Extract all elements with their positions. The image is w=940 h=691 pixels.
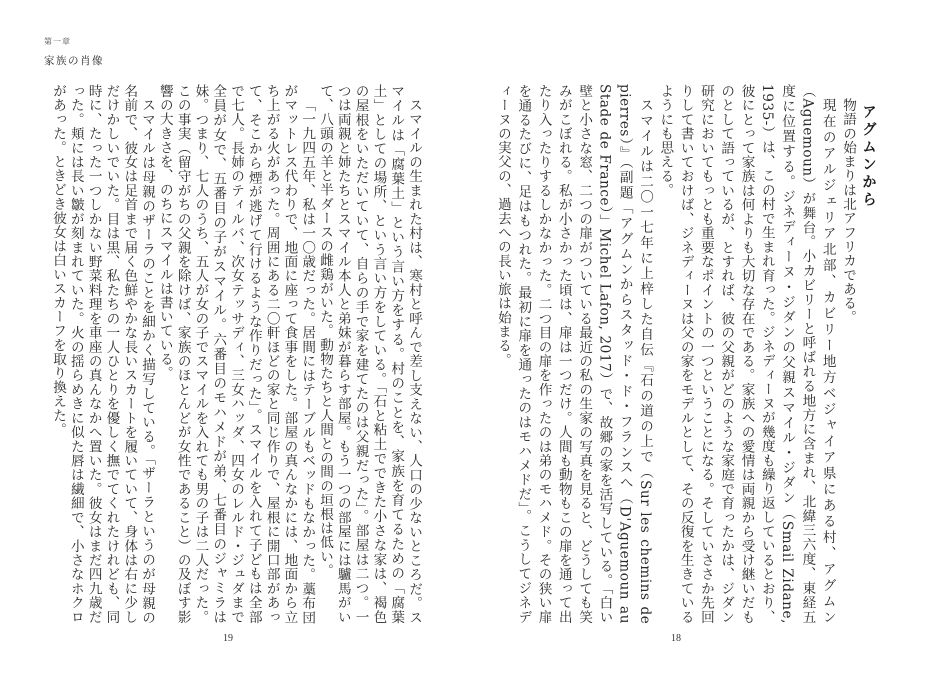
page-number-right: 18 — [671, 633, 681, 644]
chapter-number: 第一章 — [44, 37, 71, 46]
running-head — [44, 36, 104, 68]
paragraph: スマイルは母親のザーラのことを細かく描写している。「ザーラというのが母親の名前で、彼女は足首まで届く色鮮やかな長いスカートを履いていて、身体は右に少しだけかしいでいた。目は黒、私たちの一人ひとりを優しく撫でてくれたけれども、同時に、たった一つしかない野菜料理を車座の真んなかへ置いた。彼女はまだ四九歳だった。頬には長い皺が刻まれていた。火の揺らめきに似た唇は繊細で、小さなホクロがあった。ときどき彼女は白いスカーフを取り換えた。 — [50, 84, 156, 624]
chapter-title: 家族の肖像 — [44, 55, 104, 67]
section-title: アグムンから — [860, 104, 877, 209]
left-page-body — [48, 84, 422, 624]
paragraph: 物語の始まりは北アフリカである。 — [840, 97, 856, 324]
page-number-left: 19 — [223, 633, 233, 644]
left-page — [46, 84, 422, 624]
right-page — [494, 84, 858, 624]
paragraph: スマイルの生まれた村は、寒村と呼んで差し支えない、人口の少ないところだ。スマイルは「腐葉土」という言い方をする。村のことを、家族を育てるための「腐葉土」としての場所、という言い方をしている。「石と粘土でできた小さな家は、褐色の屋根をいただいていて、自らの手で家を建てたのは父親だった」。部屋は二つ。一つは両親と姉たちとスマイル本人と弟妹が暮らす部屋。もう一つの部屋には驢馬がいて、八頭の羊と半ダースの雌鶏がいた。動物たちと人間との間の垣根は低い。 — [317, 84, 422, 624]
paragraph: 「一九四五年、私は一〇歳だった。居間にはテーブルもベッドもなかった。藁布団がマットレス代わりで、地面に座って食事をした。部屋の真んなかには、地面から立ち上がる火があった。周囲にある二〇軒ほどの家と同じ作りで、屋根に開口部があって、そこから煙が逃げて行けるような作りだった」。スマイルを入れて子どもは全部で七人。長姉のティルバ、次女テッサディ、三女ハッダ、四女のレルド・ジュダまで全員が女で、五番目の子がスマイル。六番目のモハメドが弟、七番目のジャミラは妹。つまり、七人のうち、五人が女の子でスマイルを入れても男の子は二人だった。この事実（留守がちの父親を除けば、家族のほとんどが女性であること）の及ぼす影響の大きさを、のちにスマイルは書いている。 — [156, 84, 316, 624]
paragraph: 現在のアルジェリア北部、カビリー地方ベジャイア県にある村、アグムン（Aguemoun）が舞台。小カビリーと呼ばれる地方に含まれ、北緯三六度、東経五度に位置する。ジネディーヌ・ジダンの父親スマイル・ジダン（Smail Zidane, 1935-）は、この村で生まれ育った。ジネディーヌが幾度も繰り返しているとおり、彼にとって家族は何よりも大切な存在である。家族への愛情は両親から受け継いだものとして語っているが、とすれば、彼の父親がどのような家庭で育ったかは、ジダン研究においてもっとも重要なポイントの一つということになる。そしていささか先回りして書いておけば、ジネディーヌは父の家をモデルとして、その反復を生きているようにも思える。 — [657, 84, 836, 624]
paragraph: スマイルは二〇一七年に上梓した自伝『石の道の上で（Sur les chemins de pierres）』（副題「アグムンからスタッド・ド・フランスへ（D'Aguemoun au Stade de France）」Michel Lafon, 2017）で、故郷の家を活写している。「白い壁と小さな窓、二つの扉がついている最近の私の生家の写真を見ると、どうしても笑みがこぼれる。私が小さかった頃は、扉は一つだけ。人間も動物もこの扉を通って出たり入ったりするしかなかった。二つ目の扉を作ったのは弟のモハメド。その狭い扉を通るたびに、足はもつれた。最初に扉を通ったのはモハメドだ」。こうしてジネディーヌの実父の、過去への長い旅は始まる。 — [494, 84, 654, 624]
right-page-body — [493, 84, 858, 624]
